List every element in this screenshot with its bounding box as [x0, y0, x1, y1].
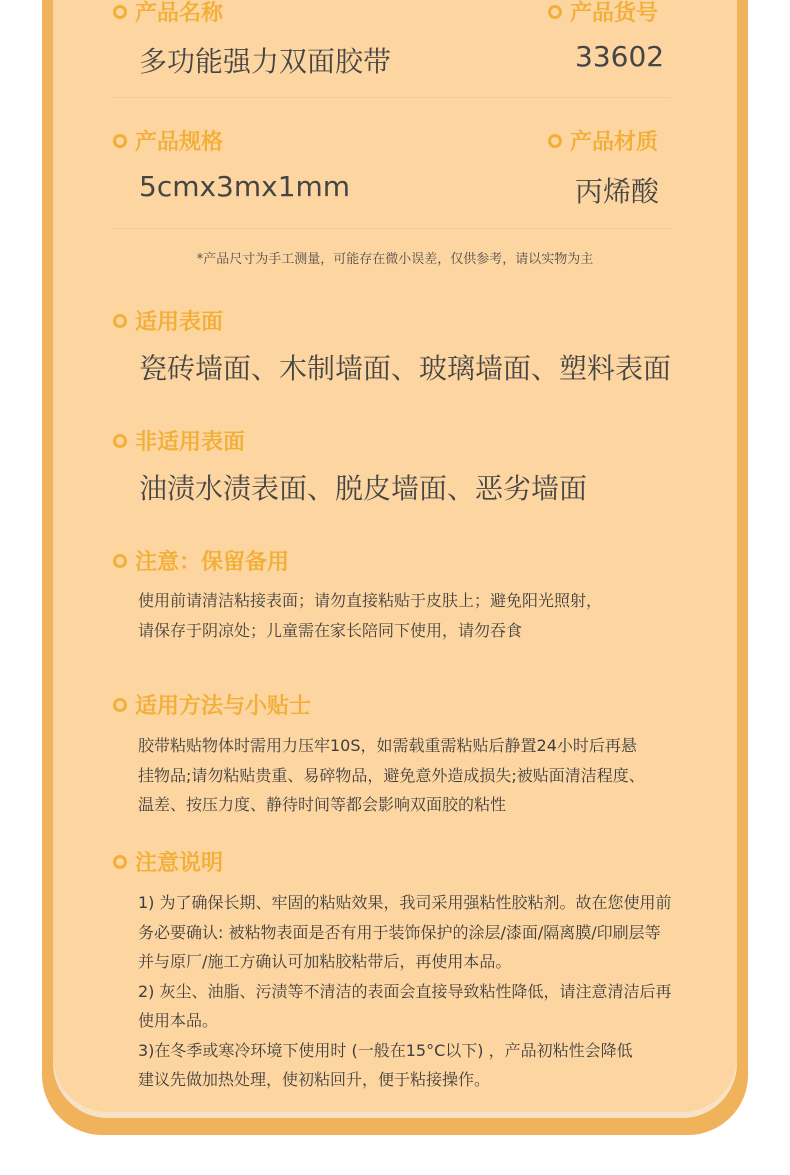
- product-name-heading: [113, 0, 223, 27]
- notice-text: [138, 888, 672, 1095]
- suitable-surfaces-heading: [113, 305, 223, 336]
- caution-heading: [113, 545, 289, 576]
- product-code-heading: [548, 0, 658, 27]
- circle-bullet-icon: [113, 5, 127, 19]
- text-line: 2) 灰尘、油脂、污渍等不清洁的表面会直接导致粘性降低，请注意清洁后再: [138, 981, 672, 1001]
- usage-tips-title: 适用方法与小贴士: [135, 694, 312, 719]
- product-size-value: 5cmx3mx1mm: [139, 170, 351, 203]
- measurement-footnote: *产品尺寸为手工测量，可能存在微小误差，仅供参考，请以实物为主: [196, 252, 594, 267]
- text-line: 务必要确认: 被粘物表面是否有用于装饰保护的涂层/漆面/隔离膜/印刷层等: [138, 922, 661, 942]
- suitable-surfaces-title: 适用表面: [135, 310, 224, 335]
- circle-bullet-icon: [113, 134, 127, 148]
- divider: [112, 228, 670, 229]
- suitable-surfaces-text: 瓷砖墙面、木制墙面、玻璃墙面、塑料表面: [139, 352, 672, 385]
- notice-title: 注意说明: [135, 851, 224, 876]
- circle-bullet-icon: [113, 855, 127, 869]
- text-line: 请保存于阴凉处；儿童需在家长陪同下使用，请勿吞食: [138, 620, 523, 640]
- product-code-value: 33602: [575, 40, 665, 73]
- circle-bullet-icon: [113, 314, 127, 328]
- text-line: 建议先做加热处理，使初粘回升，便于粘接操作。: [138, 1070, 491, 1089]
- product-material-label: 产品材质: [570, 130, 659, 155]
- text-line: 使用本品。: [138, 1011, 219, 1030]
- unsuitable-surfaces-title: 非适用表面: [135, 430, 246, 455]
- product-name-value: 多功能强力双面胶带: [139, 45, 392, 78]
- product-material-heading: [548, 125, 658, 156]
- text-line: 并与原厂/施工方确认可加粘胶粘带后，再使用本品。: [138, 952, 512, 971]
- circle-bullet-icon: [113, 698, 127, 712]
- divider: [112, 97, 670, 98]
- usage-tips-text: [138, 731, 645, 820]
- text-line: 温差、按压力度、静待时间等都会影响双面胶的粘性: [138, 795, 507, 814]
- notice-heading: [113, 846, 223, 877]
- product-size-heading: [113, 125, 223, 156]
- usage-tips-heading: [113, 689, 311, 720]
- caution-text: [138, 586, 602, 645]
- product-material-value: 丙烯酸: [575, 175, 660, 208]
- text-line: 3)在冬季或寒冷环境下使用时 (一般在15°C以下) ，产品初粘性会降低: [138, 1040, 633, 1060]
- product-size-label: 产品规格: [135, 130, 224, 155]
- text-line: 使用前请清洁粘接表面；请勿直接粘贴于皮肤上；避免阳光照射，: [138, 591, 603, 610]
- unsuitable-surfaces-heading: [113, 425, 245, 456]
- circle-bullet-icon: [113, 554, 127, 568]
- circle-bullet-icon: [548, 5, 562, 19]
- caution-title: 注意：保留备用: [135, 550, 290, 575]
- circle-bullet-icon: [548, 134, 562, 148]
- text-line: 胶带粘贴物体时需用力压牢10S，如需载重需粘贴后静置24小时后再悬: [138, 736, 637, 755]
- unsuitable-surfaces-text: 油渍水渍表面、脱皮墙面、恶劣墙面: [139, 472, 588, 505]
- circle-bullet-icon: [113, 434, 127, 448]
- text-line: 1) 为了确保长期、牢固的粘贴效果，我司采用强粘性胶粘剂。故在您使用前: [138, 893, 672, 912]
- text-line: 挂物品;请勿粘贴贵重、易碎物品，避免意外造成损失;被贴面清洁程度、: [138, 765, 645, 785]
- product-name-label: 产品名称: [135, 1, 224, 26]
- product-code-label: 产品货号: [570, 1, 659, 26]
